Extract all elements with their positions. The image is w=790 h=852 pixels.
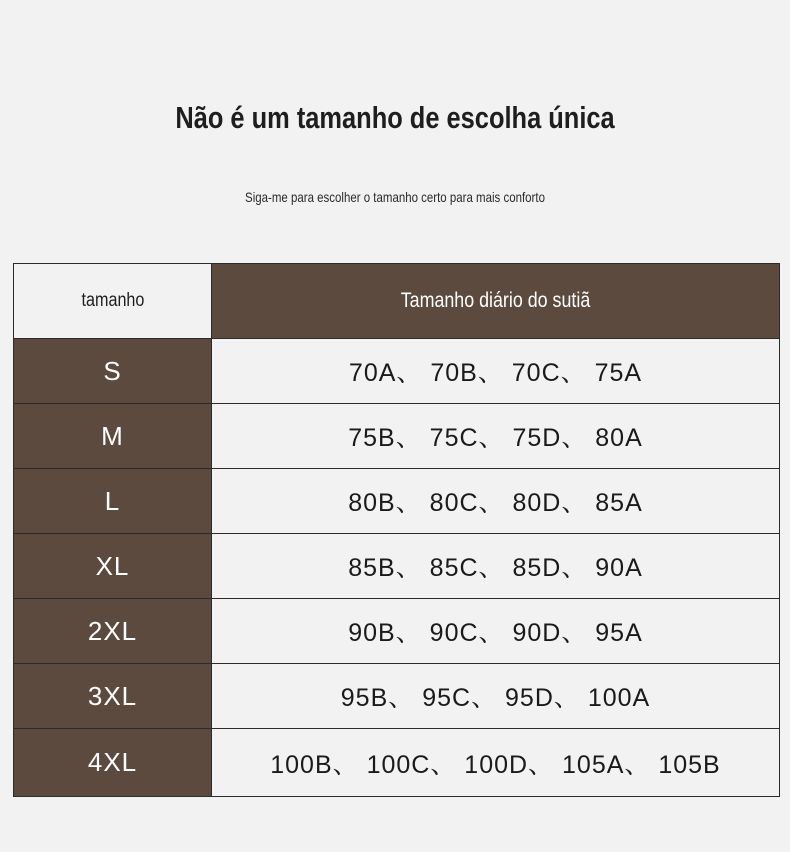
bra-sizes-cell: 80B、 80C、 80D、 85A [212,469,780,534]
column-header-size: tamanho [14,264,212,339]
table-row [14,404,780,469]
size-cell: S [14,339,212,404]
bra-sizes-cell: 90B、 90C、 90D、 95A [212,599,780,664]
size-cell: L [14,469,212,534]
table-row [14,534,780,599]
size-cell: M [14,404,212,469]
table-row [14,729,780,797]
bra-sizes-cell: 95B、 95C、 95D、 100A [212,664,780,729]
size-cell: 3XL [14,664,212,729]
size-cell: 2XL [14,599,212,664]
table-row [14,599,780,664]
bra-sizes-cell: 100B、 100C、 100D、 105A、 105B [212,729,780,797]
bra-sizes-cell: 70A、 70B、 70C、 75A [212,339,780,404]
column-header-daily-bra-size: Tamanho diário do sutiã [212,264,780,339]
size-chart-table [13,263,780,797]
table-row [14,339,780,404]
table-row [14,469,780,534]
table-row [14,664,780,729]
size-cell: XL [14,534,212,599]
size-cell: 4XL [14,729,212,797]
page-subtitle: Siga-me para escolher o tamanho certo para mais conforto [245,189,545,205]
page-title: Não é um tamanho de escolha única [175,100,615,135]
table-header-row [14,264,780,339]
bra-sizes-cell: 75B、 75C、 75D、 80A [212,404,780,469]
bra-sizes-cell: 85B、 85C、 85D、 90A [212,534,780,599]
